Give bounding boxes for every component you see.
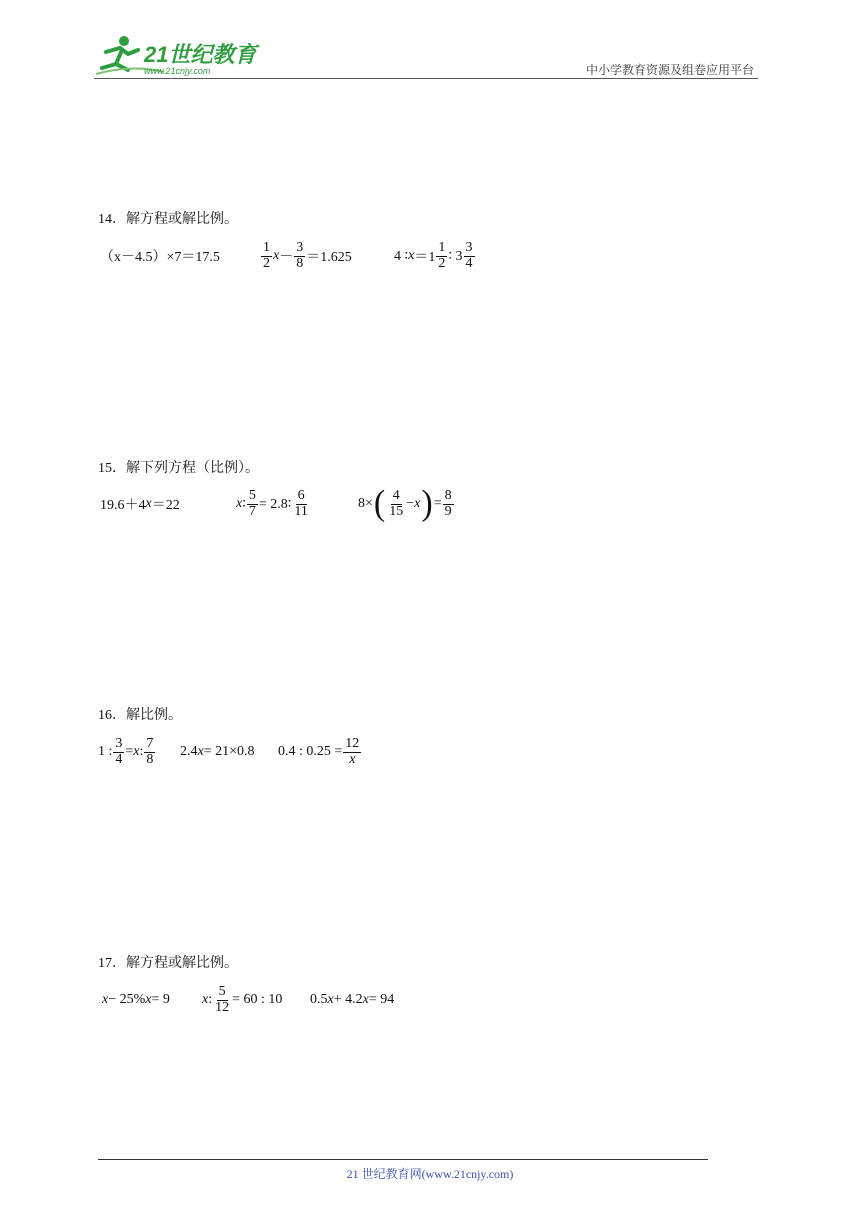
equation: 4 ∶ x ＝1 $\frac{1}{2}$ ∶ 3 $\frac{3}{4}$ xyxy=(394,239,473,271)
right-paren: ) xyxy=(421,484,433,523)
equation: 19.6＋4 x ＝22 xyxy=(100,496,180,513)
equation: 2.4 x = 21×0.8 xyxy=(180,744,255,759)
footer-link[interactable]: 21 世纪教育网(www.21cnjy.com) xyxy=(346,1167,514,1181)
fraction: $\frac{5}{7}$ xyxy=(248,487,256,519)
footer-divider xyxy=(98,1159,708,1160)
header-platform-text: 中小学教育资源及组卷应用平台 xyxy=(585,63,754,77)
question-15-title: 15．解下列方程（比例）。 xyxy=(98,461,259,476)
question-14-title: 14．解方程或解比例。 xyxy=(98,212,238,227)
logo-url-text: www.21cnjy.com xyxy=(144,66,211,76)
equation: x − 25% x = 9 xyxy=(102,992,170,1007)
fraction: $\frac{8}{9}$ xyxy=(444,487,452,519)
logo-text: 21世纪教育 xyxy=(144,42,257,67)
fraction: $\frac{3}{8}$ xyxy=(296,239,304,271)
fraction: $\frac{5}{12}$ xyxy=(215,983,230,1015)
fraction: $\frac{1}{2}$ xyxy=(438,239,446,271)
equation: x : $\frac{5}{12}$ = 60 : 10 xyxy=(202,983,283,1015)
question-16-title: 16．解比例。 xyxy=(98,708,182,723)
equation: 1 : $\frac{3}{4}$ = x : $\frac{7}{8}$ xyxy=(98,735,154,767)
equation: 8× ( $\frac{4}{15}$ − x ) = $\frac{8}{9}$ xyxy=(358,484,452,523)
fraction: $\frac{3}{4}$ xyxy=(115,735,123,767)
equation: x ∶ $\frac{5}{7}$ = 2.8∶ $\frac{6}{11}$ xyxy=(236,487,308,519)
fraction: $\frac{4}{15}$ xyxy=(389,487,404,519)
header-divider xyxy=(94,78,758,79)
fraction: $\frac{1}{2}$ xyxy=(263,239,270,271)
equation: 0.4 : 0.25 = $\frac{12}{x}$ xyxy=(278,735,360,767)
fraction: $\frac{7}{8}$ xyxy=(146,735,154,767)
fraction: $\frac{6}{11}$ xyxy=(294,487,308,519)
equation: $\frac{1}{2}$ x － $\frac{3}{8}$ ＝1.625 xyxy=(263,239,352,271)
fraction: $\frac{3}{4}$ xyxy=(465,239,473,271)
fraction: $\frac{12}{x}$ xyxy=(345,735,360,767)
left-paren: ( xyxy=(373,484,386,523)
equation: 0.5 x + 4.2 x = 94 xyxy=(310,992,395,1007)
question-17-title: 17．解方程或解比例。 xyxy=(98,956,238,971)
site-logo xyxy=(94,34,264,78)
equation: （x－4.5）×7＝17.5 xyxy=(100,250,220,265)
